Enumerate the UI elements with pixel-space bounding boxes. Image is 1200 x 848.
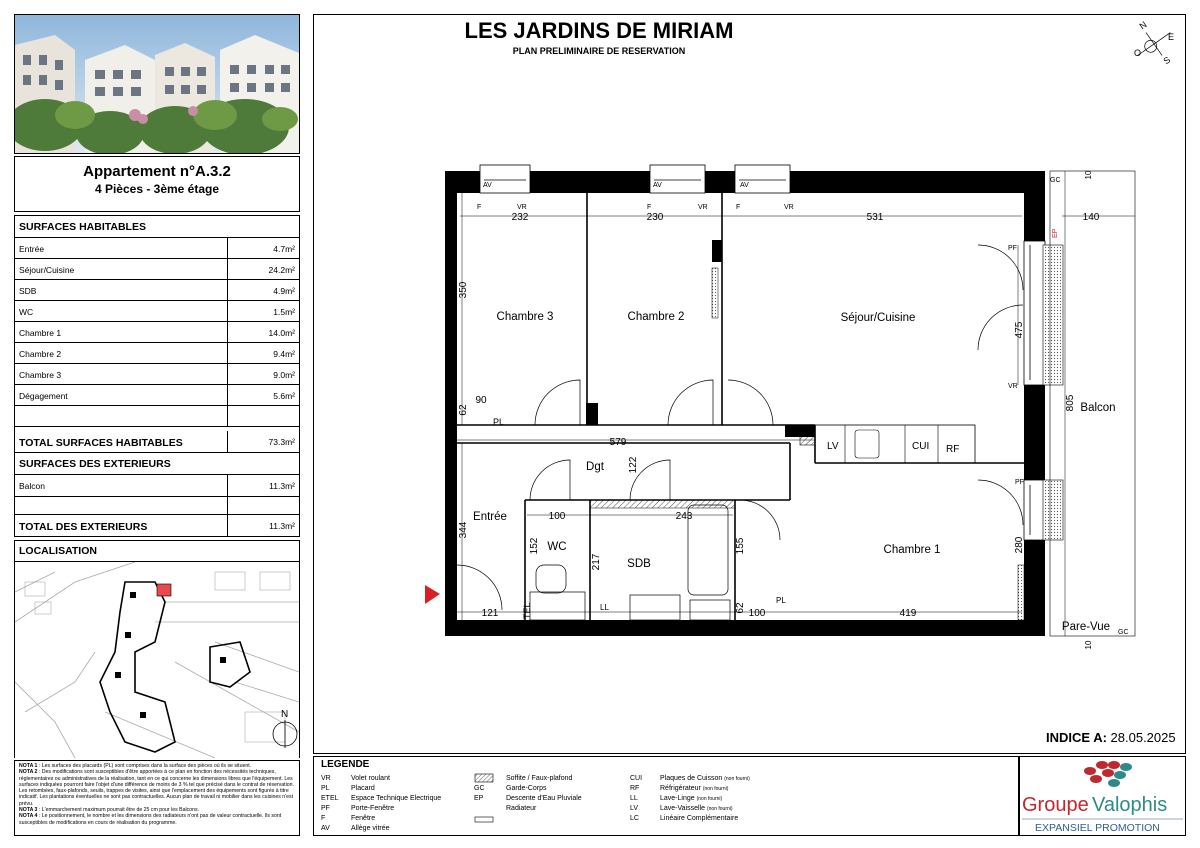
- apartment-subtitle: 4 Pièces - 3ème étage: [94, 182, 220, 196]
- row-label: Dégagement: [19, 391, 68, 401]
- legend-key: LL: [630, 795, 638, 802]
- tag-cui: CUI: [912, 441, 930, 452]
- legend-item: [660, 785, 728, 792]
- legend-note: (non fourni): [702, 786, 729, 792]
- table-row: [15, 238, 299, 259]
- balcony-railing: [1043, 245, 1063, 385]
- tag-vr: VR: [698, 204, 708, 211]
- tag-rf: RF: [946, 444, 960, 455]
- tag-pf: PF: [1008, 245, 1017, 252]
- row-label: Entrée: [19, 244, 45, 254]
- row-value: 4.7m²: [273, 244, 295, 254]
- legend-value: Descente d'Eau Pluviale: [506, 795, 582, 802]
- total-exterior-row: [15, 515, 299, 536]
- row-value: 5.6m²: [273, 391, 295, 401]
- legend-key: LV: [630, 805, 639, 812]
- tag-f: F: [647, 204, 652, 211]
- table-row: [15, 322, 299, 343]
- apartment-header: [14, 156, 300, 212]
- total-habitable-row: [15, 431, 299, 453]
- revision-date: 28.05.2025: [1110, 730, 1176, 745]
- room-dgt: Dgt: [586, 461, 604, 473]
- legend-item: [506, 775, 572, 782]
- row-value: 14.0m²: [268, 328, 295, 338]
- row-label: Chambre 3: [19, 370, 62, 380]
- legend-item: [506, 805, 536, 812]
- legend-value: Allège vitrée: [351, 825, 390, 832]
- section-header: SURFACES HABITABLES: [15, 216, 299, 238]
- total-exterior-label: TOTAL DES EXTERIEURS: [19, 521, 148, 533]
- row-value: 24.2m²: [268, 265, 295, 275]
- tag-f: F: [736, 204, 741, 211]
- note-text: : L'emmarchement maximum pourrait être de 25 cm pour les Balcons.: [37, 807, 200, 814]
- legend-value: Espace Technique Electrique: [351, 795, 442, 802]
- compass-o: O: [1134, 48, 1142, 58]
- entry-arrow: [425, 585, 440, 604]
- legend-item: [660, 795, 722, 802]
- surfaces-table: [14, 215, 300, 537]
- tag-gc: GC: [1050, 177, 1061, 184]
- dim-100a: 100: [548, 511, 566, 522]
- pare-vue-label: Pare-Vue: [1061, 621, 1111, 633]
- table-row: [15, 301, 299, 322]
- legend-value: Fenêtre: [351, 815, 376, 822]
- legend-key: PF: [321, 805, 330, 812]
- tag-f: F: [477, 204, 482, 211]
- apartment-title: Appartement n°A.3.2: [83, 163, 231, 180]
- legend-item: [660, 775, 750, 782]
- table-row: [15, 385, 299, 406]
- legend-item: [506, 785, 546, 792]
- brand-panel: [1019, 756, 1186, 836]
- row-label: Chambre 1: [19, 328, 62, 338]
- row-value: 1.5m²: [273, 307, 295, 317]
- revision-index: [1046, 730, 1176, 745]
- dim-230: 230: [646, 212, 664, 223]
- legend-item: [351, 815, 375, 822]
- dim-121: 121: [481, 608, 499, 619]
- room-chambre3: Chambre 3: [496, 311, 554, 323]
- apartment-location-marker: [157, 584, 171, 596]
- dim-579: 579: [609, 437, 627, 448]
- floor-plan: [313, 14, 1186, 754]
- groupe-valophis-logo: [1020, 757, 1185, 835]
- legend-value: Porte-Fenêtre: [351, 805, 395, 812]
- tag-vr: VR: [1008, 383, 1018, 390]
- table-row: [15, 280, 299, 301]
- dim-152: 152: [529, 537, 540, 555]
- legend-key: F: [321, 815, 326, 822]
- dim-344: 344: [458, 521, 469, 539]
- legend-item: [660, 815, 738, 822]
- room-chambre2: Chambre 2: [627, 311, 685, 323]
- room-wc: WC: [547, 541, 567, 553]
- legend-key: RF: [630, 785, 640, 792]
- table-row: [15, 259, 299, 280]
- dim-805: 805: [1065, 394, 1076, 412]
- legend-note: (non fourni): [724, 776, 750, 782]
- project-title: LES JARDINS DE MIRIAM: [464, 18, 734, 43]
- building-render-image: [15, 15, 299, 153]
- dim-280: 280: [1014, 536, 1025, 554]
- row-value: 9.0m²: [273, 370, 295, 380]
- building-illustration: [14, 14, 300, 154]
- legend-note: (non fourni): [706, 806, 733, 812]
- total-habitable-label: TOTAL SURFACES HABITABLES: [19, 437, 183, 449]
- total-habitable-value: 73.3m²: [268, 437, 295, 447]
- tag-etel: ETEL: [522, 602, 532, 625]
- exterior-walls: [445, 171, 1045, 636]
- dim-122: 122: [628, 456, 639, 474]
- legend-key: PL: [321, 785, 330, 792]
- tag-pl: PL: [493, 417, 505, 427]
- room-balcon: Balcon: [1080, 402, 1116, 414]
- dim-62a: 62: [458, 404, 469, 416]
- location-header: LOCALISATION: [15, 541, 299, 562]
- dim-475: 475: [1014, 321, 1025, 339]
- dim-419: 419: [899, 608, 917, 619]
- note-key: NOTA 1: [19, 763, 38, 769]
- north-label: N: [281, 709, 289, 720]
- dim-10b: 10: [1084, 640, 1093, 650]
- total-exterior-value: 11.3m²: [269, 521, 295, 531]
- room-sdb: SDB: [627, 558, 651, 570]
- note-text: : Des modifications sont susceptibles d'être apportées à ce plan en fonction des nécessités techniques, réglementaires ou administratives de la réalisation, tant en ce qui concerne les dimensions libres que l'équipement. Les surfaces indiquées pourront faire l'objet d'une différence de moins de 3 % tel que précisé dans le contrat de réservation. Les retombées, faux-plafonds, seuils, trappes de visites, ainsi que l'emplacement des équipements sont figurés à titre indicatif. Les plantations éventuelles ne sont pas contractuelles. Aucun plan de travail ni mobilier dans les cuisines n'est prévu.: [19, 769, 294, 807]
- legend-value: Radiateur: [506, 805, 537, 812]
- note-key: NOTA 3: [19, 807, 38, 814]
- project-subtitle: PLAN PRELIMINAIRE DE RESERVATION: [512, 46, 686, 56]
- tag-ep: EP: [1052, 228, 1059, 238]
- legend-value: Linéaire Complémentaire: [660, 815, 739, 822]
- legend-key: CUI: [630, 775, 643, 782]
- room-sejour: Séjour/Cuisine: [840, 312, 916, 324]
- dim-217: 217: [591, 553, 602, 571]
- tag-av: AV: [740, 182, 749, 189]
- table-row-spacer: [15, 497, 299, 515]
- balcony-railing: [1043, 480, 1063, 540]
- row-value: 11.3m²: [269, 481, 295, 491]
- dim-62b: 62: [735, 602, 746, 614]
- legend-item: [351, 785, 375, 792]
- legend-item: [660, 805, 733, 812]
- compass-n: N: [1137, 19, 1149, 32]
- note-key: NOTA 4: [19, 813, 38, 820]
- legend-panel: [313, 756, 1019, 836]
- row-label: SDB: [19, 286, 37, 296]
- room-chambre1: Chambre 1: [883, 544, 941, 556]
- legend-key: LC: [630, 815, 639, 822]
- legend-value: Volet roulant: [351, 775, 390, 782]
- dim-140: 140: [1082, 212, 1100, 223]
- dim-10a: 10: [1084, 170, 1093, 180]
- note-text: : Les surfaces des placards (PL) sont comprises dans la surface des pièces où ils se situent.: [37, 763, 252, 769]
- legend-key: GC: [474, 785, 485, 792]
- windows: [480, 165, 1045, 540]
- tag-av: AV: [483, 182, 492, 189]
- row-label: Séjour/Cuisine: [19, 265, 75, 275]
- dim-232: 232: [511, 212, 529, 223]
- legend-value: Soffite / Faux-plafond: [506, 775, 573, 782]
- legend-title: LEGENDE: [321, 759, 370, 770]
- row-label: Chambre 2: [19, 349, 62, 359]
- dim-243: 243: [675, 511, 693, 522]
- brand-tagline: EXPANSIEL PROMOTION: [1035, 822, 1160, 834]
- legend-value: Lave-Vaisselle: [660, 805, 706, 812]
- row-label: Balcon: [19, 481, 45, 491]
- dim-350: 350: [458, 281, 469, 299]
- note-text: : Le positionnement, le nombre et les dimensions des radiateurs n'ont pas de valeur contractuelle. Ils sont susceptibles de modifications en cours de réalisation du programme.: [19, 813, 282, 826]
- note-item: [19, 813, 295, 826]
- section-header: SURFACES DES EXTERIEURS: [15, 453, 299, 475]
- legend-item: [506, 795, 582, 802]
- dim-531: 531: [866, 212, 884, 223]
- table-row-spacer: [15, 406, 299, 427]
- row-value: 9.4m²: [273, 349, 295, 359]
- table-row: [15, 343, 299, 364]
- tag-pf: PF: [1015, 479, 1024, 486]
- table-row: [15, 364, 299, 385]
- dim-155: 155: [735, 537, 746, 555]
- note-item: [19, 769, 295, 807]
- tag-av: AV: [653, 182, 662, 189]
- legend-value: Lave-Linge: [660, 795, 695, 802]
- tag-lv: LV: [827, 441, 839, 452]
- notes-panel: [14, 760, 300, 836]
- legend-key: VR: [321, 775, 331, 782]
- legend-value: Placard: [351, 785, 375, 792]
- brand-name-b: Valophis: [1092, 794, 1168, 816]
- tag-ll: LL: [600, 603, 609, 612]
- legend-value: Plaques de Cuisson: [660, 775, 723, 782]
- compass-s: S: [1161, 54, 1173, 67]
- location-map: [15, 562, 299, 758]
- dim-100b: 100: [748, 608, 766, 619]
- compass-e: E: [1168, 32, 1175, 42]
- row-value: 4.9m²: [273, 286, 295, 296]
- legend-item: [351, 795, 441, 802]
- legend-key: EP: [474, 795, 484, 802]
- note-key: NOTA 2: [19, 769, 38, 776]
- tag-vr: VR: [517, 204, 527, 211]
- tag-vr: VR: [784, 204, 794, 211]
- table-row: [15, 475, 299, 497]
- legend-key: ETEL: [321, 795, 339, 802]
- legend-item: [351, 775, 390, 782]
- row-label: WC: [19, 307, 34, 317]
- room-entree: Entrée: [473, 511, 507, 523]
- legend-key: AV: [321, 825, 330, 832]
- dim-90: 90: [475, 395, 487, 406]
- legend-item: [351, 825, 390, 832]
- location-panel: [14, 540, 300, 758]
- brand-name-a: Groupe: [1022, 794, 1089, 816]
- legend-item: [351, 805, 394, 812]
- legend-value: Réfrigérateur: [660, 785, 701, 792]
- legend-note: (non fourni): [696, 796, 723, 802]
- tag-pl: PL: [776, 596, 786, 605]
- tag-gc: GC: [1118, 629, 1129, 636]
- legend-symbols: [474, 773, 496, 833]
- revision-label: INDICE A:: [1046, 730, 1107, 745]
- legend-value: Garde-Corps: [506, 785, 547, 792]
